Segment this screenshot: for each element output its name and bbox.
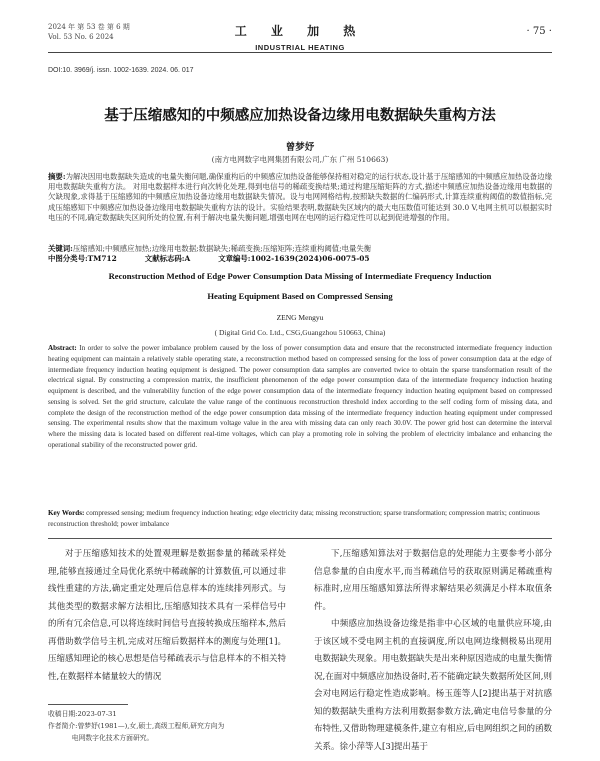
abstract-en-text: In order to solve the power imbalance problem caused by the loss of power consumption data and ensure that the reconstructed intermediate frequency induction heating equipment can maintain a relatively stable operating state, a reconstruction method based on compressed sensing for the loss of power consumption data at the edge of intermediate frequency induction heating equipment is designed. The power consumption data samples are converted twice to obtain the sparse transformation result of the electrical signal. By constructing a compression matrix, the insufficient phenomenon of the edge power consumption data of the intermediate frequency induction heating equipment is described, and the vulnerability function of the edge power consumption data of the intermediate frequency induction heating equipment based on compressed sensing is solved. Set the grid structure, calculate the value range of the continuous reconstruction threshold index according to the self coding form of missing data, and complete the design of the reconstruction method of the edge power consumption data missing of the intermediate frequency induction heating equipment under compressed sensing. The experimental results show that the maximum voltage value in the area with missing data can only reach 30.0V. The power grid host can determine the interval where the missing data is located based on different real-time voltages, which can play a promoting role in solving the problem of electricity imbalance and enhancing the operational stability of the reconstructed power grid. [48, 344, 552, 449]
author-en: ZENG Mengyu [276, 313, 324, 322]
doi: DOI:10. 3969/j. issn. 1002-1639. 2024. 06. 017 [48, 67, 194, 74]
abstract-en-label: Abstract: [48, 344, 77, 352]
footnotes [48, 708, 286, 744]
paper-title-en-line2: Heating Equipment Based on Compressed Sensing [207, 291, 393, 301]
author-bio: 作者简介:曾梦妤(1981—),女,硕士,高级工程师,研究方向为 [48, 722, 225, 730]
keywords-cn [48, 244, 552, 254]
received-date: 收稿日期:2023-07-31 [48, 710, 117, 718]
keywords-en-text: compressed sensing; medium frequency induction heating; edge electricity data; missing reconstruction; sparse transformation; compression matrix; continuous reconstruction threshold; power imbalance [48, 509, 540, 528]
journal-title-cn: 工 业 加 热 [234, 24, 366, 38]
volume-en: Vol. 53 No. 6 2024 [48, 33, 114, 41]
author-cn: 曾梦妤 [285, 142, 315, 153]
keywords-en-label: Key Words: [48, 509, 85, 517]
abstract-cn [48, 172, 552, 223]
abstract-cn-label: 摘要: [48, 172, 66, 181]
body-paragraph: 中频感应加热设备边缘是指非中心区域的电量供应环境,由于该区域不受电网主机的直接调度,所以电网边缘侧极易出现用电数据缺失现象。用电数据缺失是出来种原因造成的电量失衡情况,在面对中频感应加热设备时,若不能确定缺失数据所处区间,则会对电网运行稳定性造成影响。杨玉莲等人[2]提出基于对抗感知的数据缺失重构方法利用数据参数方法,确定电信号参量的分布特性,又借助物理建模条件,建立有相应,后电网组织之间的函数关系。徐小萍等人[3]提出基于 [314, 619, 553, 752]
section-divider [48, 538, 552, 539]
author-bio-continued: 电网数字化技术方面研究。 [71, 734, 154, 742]
body-paragraph: 对于压缩感知技术的处置观理解是数据参量的稀疏采样处理,能够直接通过全局优化系统中稀疏解的计算数值,可以通过非线性重建的方法,确定重定处理后信息样本的连续排列形式。与其他类型的数据求解方法相比,压缩感知技术具有一采样信号中的所有冗余信息,可以将连续时间信号直接转换成压缩样本,然后再借助数学信号主机,完成对压缩后数据样本的测度与处理[1]。压缩感知理论的核心思想是信号稀疏表示与信息样本的不相关特性,在数据样本储量较大的情况 [48, 549, 287, 682]
paper-title-en [48, 266, 552, 306]
clc-number: 中图分类号:TM712 [48, 254, 117, 264]
volume-cn: 2024 年 第 53 卷 第 6 期 [48, 23, 130, 31]
page-header [48, 22, 552, 53]
keywords-en [48, 508, 552, 530]
keywords-cn-text: 压缩感知;中频感应加热;边缘用电数据;数据缺失;稀疏变换;压缩矩阵;连续重构阈值;电量失衡 [72, 244, 372, 253]
affiliation-en: ( Digital Grid Co. Ltd., CSG,Guangzhou 510663, China) [214, 328, 386, 337]
journal-title-en: INDUSTRIAL HEATING [255, 43, 345, 52]
paper-title-cn: 基于压缩感知的中频感应加热设备边缘用电数据缺失重构方法 [104, 108, 496, 124]
journal-name [48, 22, 552, 52]
body-column-right [314, 546, 552, 756]
body-column-left [48, 546, 286, 686]
abstract-cn-text: 为解决因用电数据缺失造成的电量失衡问题,确保重构后的中频感应加热设备能够保持相对稳定的运行状态,设计基于压缩感知的中频感应加热设备边缘用电数据缺失重构方法。 对用电数据样本进行向次转化处理,得到电信号的稀疏变换结果;通过构建压缩矩阵的方式,描述中频感应加热设备边缘用电数据的欠缺现象,求得基于压缩感知的中频感应加热设备边缘用电数据缺失情况。设与电网网格结构,按照缺失数据的仁编码形式,计算连续重构阈值的数值指标,完成压缩感知下中频感应加热设备边缘用电数据缺失重构方法的设计。实验结果表明,数据缺失区域内的最大电压数值可能达到 30.0 V,电网主机可以根据实时电压的不同,确定数据缺失区间所处的位置,有利于解决电量失衡问题,增强电网在电网的运行稳定性可以起到促进增强的作用。 [48, 172, 552, 222]
classification-cn [48, 254, 552, 264]
metadata-cn [48, 244, 552, 264]
keywords-cn-label: 关键词: [48, 244, 73, 253]
affiliation-cn: (南方电网数字电网集团有限公司,广东 广州 510663) [211, 155, 389, 164]
article-number: 文章编号:1002-1639(2024)06-0075-05 [218, 254, 370, 264]
footnote-divider [48, 704, 128, 705]
paper-title-en-line1: Reconstruction Method of Edge Power Consumption Data Missing of Intermediate Frequency Induction [108, 271, 492, 281]
body-paragraph: 下,压缩感知算法对于数据信息的处理能力主要参考小部分信息参量的自由度水平,而当稀疏信号的获取原则满足稀疏重构标准时,应用压缩感知算法所得求解结果必须满足小样本取值条件。 [314, 549, 552, 612]
page-number: · 75 · [526, 26, 552, 37]
document-code: 文献标志码:A [144, 254, 191, 264]
abstract-en [48, 343, 552, 451]
